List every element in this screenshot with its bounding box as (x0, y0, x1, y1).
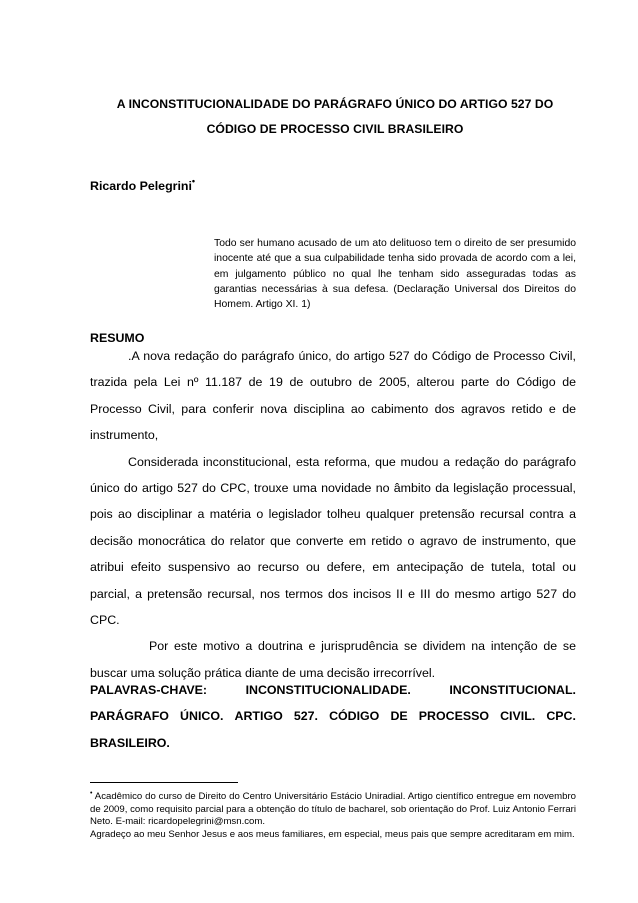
keyword: CIVIL. (500, 709, 536, 724)
footnote-mark: • (90, 790, 93, 797)
keyword: PROCESSO (418, 709, 489, 724)
keyword: ARTIGO (234, 709, 283, 724)
keyword: CPC. (546, 709, 576, 724)
keyword: CÓDIGO (329, 709, 380, 724)
title-line-1: A INCONSTITUCIONALIDADE DO PARÁGRAFO ÚNICO DO ARTIGO 527 DO (116, 97, 554, 111)
author-name: Ricardo Pelegrini (90, 179, 192, 194)
abstract-heading: RESUMO (90, 331, 145, 345)
abstract-paragraph: .A nova redação do parágrafo único, do artigo 527 do Código de Processo Civil, trazida pela Lei nº 11.187 de 19 de outubro de 2005, alterou parte do Código de Processo Civil, para conferir nova disciplina ao cabimento dos agravos retido e de instrumento, (90, 349, 576, 443)
keyword: DE (390, 709, 408, 724)
footnote-text (90, 788, 576, 829)
keyword: INCONSTITUCIONAL. (449, 683, 576, 697)
title-line-2: CÓDIGO DE PROCESSO CIVIL BRASILEIRO (206, 122, 464, 136)
footnote-thanks: Agradeço ao meu Senhor Jesus e aos meus familiares, em especial, meus pais que sempre acreditaram em mim. (90, 828, 575, 840)
keywords-label: PALAVRAS-CHAVE: (90, 683, 208, 697)
abstract-paragraph: Por este motivo a doutrina e jurisprudência se dividem na intenção de se buscar uma solução prática diante de uma decisão irrecorrível. (90, 639, 576, 680)
author-line (90, 177, 195, 193)
keywords-line (90, 677, 576, 703)
keyword: BRASILEIRO. (90, 735, 170, 750)
epigraph-quote: Todo ser humano acusado de um ato delituoso tem o direito de ser presumido inocente até que a sua culpabilidade tenha sido provada de acordo com a lei, em julgamento público no qual lhe tenham sido asseguradas todas as garantias necessárias à sua defesa. (Declaração Universal dos Direitos do Homem. Artigo XI. 1) (214, 238, 576, 311)
keyword: PARÁGRAFO (90, 709, 169, 724)
keyword: INCONSTITUCIONALIDADE. (245, 683, 411, 697)
author-footnote-mark: • (191, 176, 196, 186)
keyword: 527. (293, 709, 318, 724)
keywords-line (90, 703, 576, 729)
footnote-body: Acadêmico do curso de Direito do Centro Universitário Estácio Uniradial. Artigo científico entregue em novembro de 2009, como requisito parcial para a obtenção do título de bacharel, sob orientação do Prof. Luiz Antonio Ferrari Neto. E-mail: ricardopelegrini@msn.com. (90, 791, 576, 828)
keyword: ÚNICO. (180, 709, 224, 724)
footnote-separator (90, 782, 238, 783)
paper-title (80, 92, 590, 142)
abstract-paragraph: Considerada inconstitucional, esta reforma, que mudou a redação do parágrafo único do artigo 527 do CPC, trouxe uma novidade no âmbito da legislação processual, pois ao disciplinar a matéria o legislador tolheu qualquer pretensão recursal contra a decisão monocrática do relator que converte em retido o agravo de instrumento, que atribui efeito suspensivo ao recurso ou defere, em antecipação de tutela, total ou parcial, a pretensão recursal, nos termos dos incisos II e III do mesmo artigo 527 do CPC. (90, 454, 576, 628)
footnote (90, 788, 576, 841)
abstract-body (90, 343, 576, 686)
keywords-block (90, 677, 576, 756)
